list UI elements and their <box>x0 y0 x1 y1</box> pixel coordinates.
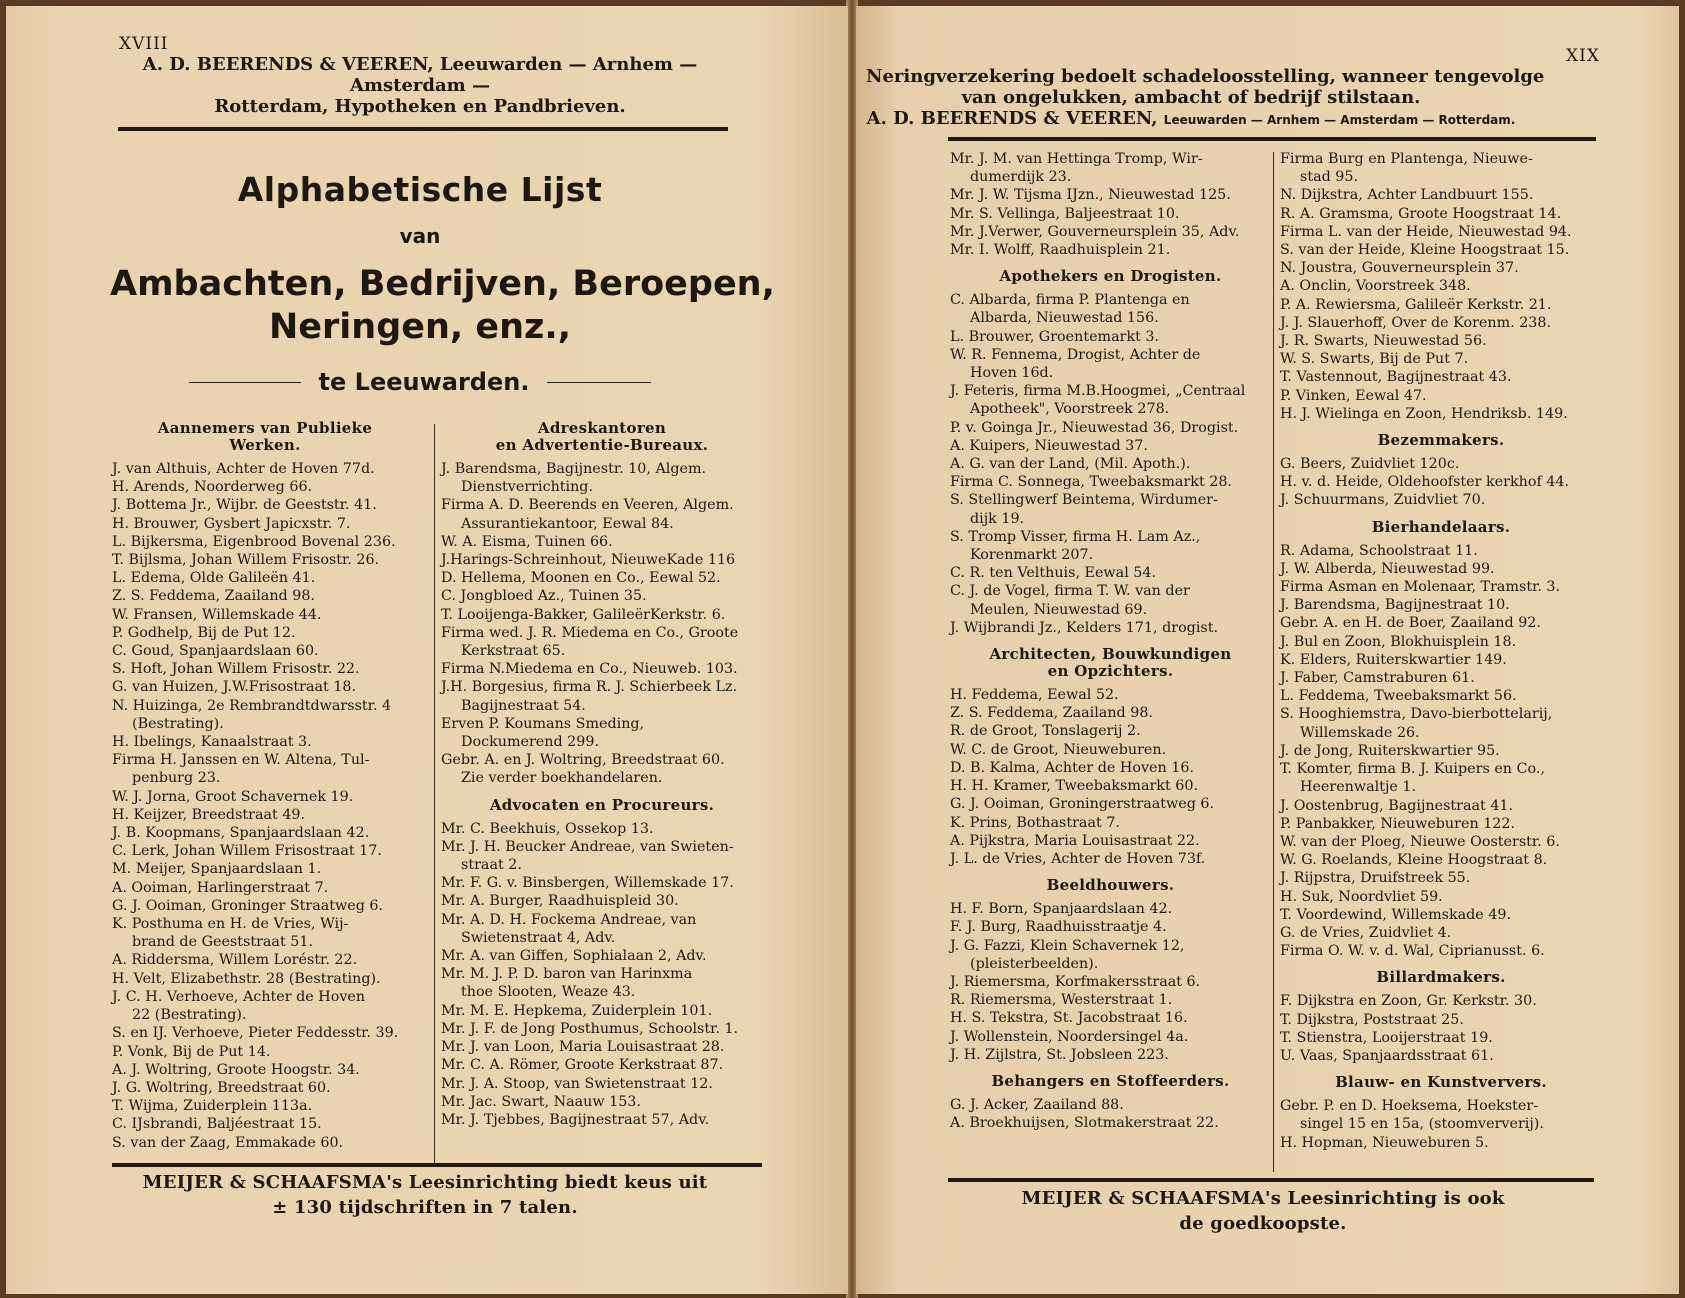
directory-entry: H. Brouwer, Gysbert Japicxstr. 7. <box>112 515 351 532</box>
directory-entry: W. Fransen, Willemskade 44. <box>112 606 322 623</box>
footer-line: ± 130 tijdschriften in 7 talen. <box>272 1197 578 1218</box>
directory-entry: A. J. Woltring, Groote Hoogstr. 34. <box>112 1061 360 1078</box>
header-cities: Leeuwarden — Arnhem — Amsterdam — Rotterdam. <box>1163 113 1516 127</box>
directory-entry: G. Beers, Zuidvliet 120c. <box>1280 456 1460 473</box>
directory-entry: C. R. ten Velthuis, Eewal 54. <box>950 565 1157 582</box>
directory-entry: Mr. J. W. Tijsma IJzn., Nieuwestad 125. <box>950 187 1231 204</box>
directory-entry: Mr. M. J. P. D. baron van Harinxma thoe Slooten, Weaze 43. <box>441 966 693 1001</box>
directory-entry: H. Velt, Elizabethstr. 28 (Bestrating). <box>112 970 381 987</box>
directory-entry: S. en IJ. Verhoeve, Pieter Feddesstr. 39. <box>112 1025 399 1042</box>
directory-entry: K. Prins, Bothastraat 7. <box>950 814 1120 831</box>
page-header <box>110 54 730 117</box>
directory-entry: Mr. C. A. Römer, Groote Kerkstraat 87. <box>441 1057 724 1074</box>
page-number: XVIII <box>119 34 169 54</box>
section-heading: Billardmakers. <box>1376 968 1506 987</box>
directory-entry: F. J. Burg, Raadhuisstraatje 4. <box>950 919 1167 936</box>
title-van: van <box>399 224 441 248</box>
directory-entry: K. Elders, Ruiterskwartier 149. <box>1280 651 1507 668</box>
directory-entry: W. R. Fennema, Drogist, Achter de Hoven 16d. <box>950 346 1201 382</box>
footer-ad <box>110 1170 740 1220</box>
directory-entry: J. J. Slauerhoff, Over de Korenm. 238. <box>1280 314 1552 331</box>
directory-entry: H. Suk, Noordvliet 59. <box>1280 888 1443 905</box>
directory-entry: N. Dijkstra, Achter Landbuurt 155. <box>1280 187 1534 204</box>
directory-entry: J. Schuurmans, Zuidvliet 70. <box>1280 492 1486 509</box>
header-line: A. D. BEERENDS & VEEREN, Leeuwarden — Arnhem — Amsterdam — <box>142 54 698 96</box>
section-heading: Apothekers en Drogisten. <box>999 267 1222 286</box>
place-name: te Leeuwarden. <box>318 368 530 396</box>
directory-entry: J. Rijpstra, Druifstreek 55. <box>1280 870 1471 887</box>
directory-entry: J. van Althuis, Achter de Hoven 77d. <box>112 461 375 477</box>
directory-entry: A. Riddersma, Willem Loréstr. 22. <box>112 952 358 969</box>
directory-entry: T. Komter, firma B. J. Kuipers en Co., Heerenwaltje 1. <box>1280 761 1545 796</box>
column-right-1 <box>950 150 1271 1132</box>
directory-entry: J. W. Alberda, Nieuwestad 99. <box>1280 560 1495 577</box>
directory-entry: G. J. Ooiman, Groningerstraatweg 6. <box>950 796 1215 813</box>
column-left-2 <box>441 420 763 1129</box>
directory-entry: H. J. Wielinga en Zoon, Hendriksb. 149. <box>1280 405 1568 422</box>
section-heading: Beeldhouwers. <box>1046 876 1175 895</box>
list-title: Alphabetische Lijst <box>237 170 603 209</box>
directory-entry: R. Riemersma, Westerstraat 1. <box>950 992 1173 1009</box>
directory-entry: H. Arends, Noorderweg 66. <box>112 479 313 496</box>
directory-entry: J. Riemersma, Korfmakersstraat 6. <box>950 973 1201 990</box>
directory-entry: J. Wijbrandi Jz., Kelders 171, drogist. <box>950 619 1219 636</box>
directory-entry: L. Edema, Olde Galileën 41. <box>112 570 316 587</box>
directory-entry: Gebr. A. en J. Woltring, Breedstraat 60. Zie verder boekhandelaren. <box>441 752 725 787</box>
footer-line: MEIJER & SCHAAFSMA's Leesinrichting biedt keus uit <box>142 1172 708 1193</box>
directory-entry: C. J. de Vogel, firma T. W. van der Meulen, Nieuwestad 69. <box>950 583 1190 618</box>
directory-entry: Mr. A. D. H. Fockema Andreae, van Swietenstraat 4, Adv. <box>441 911 697 946</box>
directory-entry: H. Hopman, Nieuweburen 5. <box>1280 1134 1489 1151</box>
directory-entry: T. Voordewind, Willemskade 49. <box>1280 906 1512 923</box>
directory-entry: Mr. J. Tjebbes, Bagijnestraat 57, Adv. <box>441 1111 710 1128</box>
directory-entry: W. C. de Groot, Nieuweburen. <box>950 741 1167 758</box>
directory-entry: Mr. Jac. Swart, Naauw 153. <box>441 1093 641 1110</box>
page-number: XIX <box>1566 46 1600 66</box>
directory-entry: Mr. A. Burger, Raadhuispleid 30. <box>441 893 679 910</box>
directory-entry: P. v. Goinga Jr., Nieuwestad 36, Drogist. <box>950 419 1239 436</box>
column-divider <box>434 424 435 1164</box>
section-heading: Bezemmakers. <box>1377 431 1505 450</box>
directory-entry: G. de Vries, Zuidvliet 4. <box>1280 924 1452 941</box>
directory-entry: L. Brouwer, Groentemarkt 3. <box>950 328 1160 345</box>
directory-entry: T. Dijkstra, Poststraat 25. <box>1280 1011 1464 1028</box>
directory-entry: J. B. Koopmans, Spanjaardslaan 42. <box>112 825 370 842</box>
directory-entry: Firma O. W. v. d. Wal, Ciprianusst. 6. <box>1280 943 1545 960</box>
directory-entry: Erven P. Koumans Smeding, Dockumerend 299. <box>441 715 645 751</box>
directory-entry: P. A. Rewiersma, Galileër Kerkstr. 21. <box>1280 296 1552 313</box>
directory-entry: J. Oostenbrug, Bagijnestraat 41. <box>1280 797 1514 814</box>
directory-entry: Z. S. Feddema, Zaailand 98. <box>950 705 1153 722</box>
header-line: Rotterdam, Hypotheken en Pandbrieven. <box>214 96 626 117</box>
directory-entry: T. Looijenga-Bakker, GalileërKerkstr. 6. <box>441 606 726 623</box>
page-header <box>866 66 1545 131</box>
directory-entry: M. Meijer, Spanjaardslaan 1. <box>112 861 322 878</box>
column-left-1 <box>112 420 418 1152</box>
directory-entry: H. F. Born, Spanjaardslaan 42. <box>950 901 1173 918</box>
directory-entry: L. Feddema, Tweebaksmarkt 56. <box>1280 688 1517 705</box>
list-subtitle: Ambachten, Bedrijven, Beroepen, <box>110 264 775 304</box>
directory-entry: C. IJsbrandi, Baljéestraat 15. <box>112 1116 322 1133</box>
footer-ad <box>948 1186 1578 1236</box>
header-firm-line <box>866 108 1516 131</box>
directory-entry: Mr. J. M. van Hettinga Tromp, Wir- dumerdijk 23. <box>950 151 1203 186</box>
directory-entry: W. J. Jorna, Groot Schavernek 19. <box>112 788 354 805</box>
directory-entry: Mr. I. Wolff, Raadhuisplein 21. <box>950 242 1171 259</box>
directory-entry: Firma wed. J. R. Miedema en Co., Groote Kerkstraat 65. <box>441 624 739 660</box>
directory-entry: Mr. A. van Giffen, Sophialaan 2, Adv. <box>441 948 707 965</box>
directory-entry: A. Ooiman, Harlingerstraat 7. <box>112 879 329 896</box>
directory-entry: F. Dijkstra en Zoon, Gr. Kerkstr. 30. <box>1280 993 1537 1010</box>
directory-entry: C. Lerk, Johan Willem Frisostraat 17. <box>112 843 382 860</box>
directory-entry: H. Ibelings, Kanaalstraat 3. <box>112 734 312 751</box>
directory-entry: P. Godhelp, Bij de Put 12. <box>112 624 296 641</box>
directory-entry: P. Vonk, Bij de Put 14. <box>112 1043 271 1060</box>
directory-entry: Firma H. Janssen en W. Altena, Tul- penburg 23. <box>112 752 370 787</box>
directory-entry: R. de Groot, Tonslagerij 2. <box>950 723 1141 740</box>
directory-entry: P. Panbakker, Nieuweburen 122. <box>1280 815 1516 832</box>
directory-entry: T. Stienstra, Looijerstraat 19. <box>1280 1029 1493 1046</box>
header-line: Neringverzekering bedoelt schadeloosstelling, wanneer tengevolge <box>866 66 1545 87</box>
directory-entry: H. Feddema, Eewal 52. <box>950 687 1119 704</box>
directory-entry: S. Stellingwerf Beintema, Wirdumer- dijk 19. <box>950 492 1218 527</box>
directory-entry: Z. S. Feddema, Zaailand 98. <box>112 588 315 605</box>
directory-entry: G. van Huizen, J.W.Frisostraat 18. <box>112 679 357 696</box>
directory-entry: W. G. Roelands, Kleine Hoogstraat 8. <box>1280 852 1548 869</box>
directory-entry: J. Wollenstein, Noordersingel 4a. <box>950 1028 1189 1045</box>
directory-entry: S. Hooghiemstra, Davo-bierbottelarij, Willemskade 26. <box>1280 706 1553 741</box>
section-heading: Bierhandelaars. <box>1371 517 1511 536</box>
directory-entry: Mr. M. E. Hepkema, Zuiderplein 101. <box>441 1002 713 1019</box>
directory-entry: Mr. J. van Loon, Maria Louisastraat 28. <box>441 1039 725 1056</box>
directory-entry: T. Bijlsma, Johan Willem Frisostr. 26. <box>112 552 380 569</box>
directory-entry: Gebr. P. en D. Hoeksema, Hoekster- singel 15 en 15a, (stoomververij). <box>1280 1098 1544 1133</box>
directory-entry: Firma C. Sonnega, Tweebaksmarkt 28. <box>950 474 1232 491</box>
directory-entry: K. Posthuma en H. de Vries, Wij- brand de Geeststraat 51. <box>112 916 349 951</box>
header-line: van ongelukken, ambacht of bedrijf stilstaan. <box>961 87 1421 108</box>
directory-entry: G. J. Ooiman, Groninger Straatweg 6. <box>112 897 384 914</box>
section-heading: Behangers en Stoffeerders. <box>991 1071 1230 1090</box>
directory-entry: L. Bijkersma, Eigenbrood Bovenal 236. <box>112 533 396 550</box>
directory-entry: Firma Asman en Molenaar, Tramstr. 3. <box>1280 579 1561 596</box>
directory-entry: S. Hoft, Johan Willem Frisostr. 22. <box>112 661 360 678</box>
directory-entry: G. J. Acker, Zaailand 88. <box>950 1096 1124 1113</box>
directory-entry: H. Keijzer, Breedstraat 49. <box>112 806 306 823</box>
directory-entry: W. S. Swarts, Bij de Put 7. <box>1280 351 1469 368</box>
section-heading: Advocaten en Procureurs. <box>489 795 715 814</box>
directory-entry: A. G. van der Land, (Mil. Apoth.). <box>950 456 1191 473</box>
header-rule <box>118 127 728 131</box>
directory-entry: Mr. F. G. v. Binsbergen, Willemskade 17. <box>441 875 734 892</box>
right-page <box>856 6 1679 1294</box>
directory-entry: T. Wijma, Zuiderplein 113a. <box>112 1098 313 1115</box>
directory-entry: T. Vastennout, Bagijnestraat 43. <box>1280 369 1512 386</box>
directory-entry: Mr. J. H. Beucker Andreae, van Swieten- straat 2. <box>441 838 734 874</box>
footer-line: MEIJER & SCHAAFSMA's Leesinrichting is ook <box>1021 1188 1505 1209</box>
directory-entry: Mr. C. Beekhuis, Ossekop 13. <box>441 820 654 837</box>
directory-entry: W. van der Ploeg, Nieuwe Oosterstr. 6. <box>1280 833 1560 850</box>
directory-entry: Firma L. van der Heide, Nieuwestad 94. <box>1280 223 1572 240</box>
directory-entry: H. S. Tekstra, St. Jacobstraat 16. <box>950 1010 1188 1027</box>
directory-entry: J. Feteris, firma M.B.Hoogmei, „Centraal Apotheek", Voorstreek 278. <box>950 383 1246 418</box>
directory-entry: H. v. d. Heide, Oldehoofster kerkhof 44. <box>1280 474 1570 491</box>
section-heading: Adreskantoren en Advertentie-Bureaux. <box>495 419 709 454</box>
directory-entry: U. Vaas, Spanjaardsstraat 61. <box>1280 1047 1494 1064</box>
directory-entry: N. Huizinga, 2e Rembrandtdwarsstr. 4 (Bestrating). <box>112 697 392 732</box>
footer-line: de goedkoopste. <box>1179 1213 1347 1234</box>
directory-entry: S. Tromp Visser, firma H. Lam Az., Korenmarkt 207. <box>950 528 1201 564</box>
directory-entry: J. Barendsma, Bagijnestraat 10. <box>1280 597 1510 614</box>
directory-entry: Firma Burg en Plantenga, Nieuwe- stad 95. <box>1280 151 1533 186</box>
directory-entry: J. R. Swarts, Nieuwestad 56. <box>1280 333 1487 350</box>
list-subtitle: Neringen, enz., <box>268 307 571 347</box>
directory-entry: Mr. J. A. Stoop, van Swietenstraat 12. <box>441 1075 713 1092</box>
section-heading: Architecten, Bouwkundigen en Opzichters. <box>989 645 1232 681</box>
directory-entry: A. Kuipers, Nieuwestad 37. <box>950 437 1148 454</box>
directory-entry: J. de Jong, Ruiterskwartier 95. <box>1280 742 1500 759</box>
directory-entry: Firma N.Miedema en Co., Nieuweb. 103. <box>441 661 738 678</box>
directory-entry: J. L. de Vries, Achter de Hoven 73f. <box>950 850 1206 867</box>
directory-entry: Mr. J.Verwer, Gouverneursplein 35, Adv. <box>950 223 1240 240</box>
directory-entry: Gebr. A. en H. de Boer, Zaailand 92. <box>1280 615 1541 632</box>
directory-entry: P. Vinken, Eewal 47. <box>1280 387 1427 404</box>
directory-entry: J. C. H. Verhoeve, Achter de Hoven 22 (Bestrating). <box>112 988 366 1024</box>
directory-entry: N. Joustra, Gouverneursplein 37. <box>1280 260 1519 277</box>
header-rule <box>948 137 1596 141</box>
directory-entry: J. Barendsma, Bagijnestr. 10, Algem. Dienstverrichting. <box>441 461 707 496</box>
directory-entry: Firma A. D. Beerends en Veeren, Algem. Assurantiekantoor, Eewal 84. <box>441 497 734 532</box>
left-page <box>6 6 848 1294</box>
directory-entry: J. G. Fazzi, Klein Schavernek 12, (pleisterbeelden). <box>950 937 1185 972</box>
place-line <box>110 368 730 396</box>
directory-entry: R. Adama, Schoolstraat 11. <box>1280 542 1478 559</box>
directory-entry: R. A. Gramsma, Groote Hoogstraat 14. <box>1280 205 1562 222</box>
directory-entry: J. Bottema Jr., Wijbr. de Geeststr. 41. <box>112 497 377 514</box>
directory-entry: C. Albarda, firma P. Plantenga en Albarda, Nieuwestad 156. <box>950 292 1190 327</box>
directory-entry: J.Harings-Schreinhout, NieuweKade 116 <box>441 552 736 569</box>
footer-rule <box>112 1163 762 1167</box>
directory-entry: S. van der Zaag, Emmakade 60. <box>112 1134 344 1151</box>
directory-entry: A. Broekhuijsen, Slotmakerstraat 22. <box>950 1115 1219 1132</box>
directory-entry: J.H. Borgesius, firma R. J. Schierbeek Lz. Bagijnestraat 54. <box>441 679 738 714</box>
directory-entry: H. H. Kramer, Tweebaksmarkt 60. <box>950 778 1198 795</box>
column-divider <box>1273 152 1274 1172</box>
directory-entry: J. Bul en Zoon, Blokhuisplein 18. <box>1280 633 1517 650</box>
directory-entry: A. Onclin, Voorstreek 348. <box>1280 278 1471 295</box>
directory-entry: S. van der Heide, Kleine Hoogstraat 15. <box>1280 242 1570 259</box>
directory-entry: Mr. J. F. de Jong Posthumus, Schoolstr. 1. <box>441 1020 739 1037</box>
directory-entry: C. Jongbloed Az., Tuinen 35. <box>441 588 647 605</box>
directory-entry: A. Pijkstra, Maria Louisastraat 22. <box>950 832 1200 849</box>
directory-entry: C. Goud, Spanjaardslaan 60. <box>112 643 319 660</box>
directory-entry: W. A. Eisma, Tuinen 66. <box>441 533 613 550</box>
column-right-2 <box>1280 150 1602 1152</box>
directory-entry: J. H. Zijlstra, St. Jobsleen 223. <box>950 1046 1169 1063</box>
dash-rule <box>547 382 651 383</box>
directory-entry: J. Faber, Camstraburen 61. <box>1280 670 1475 687</box>
section-heading: Aannemers van Publieke Werken. <box>157 419 373 454</box>
header-firm: A. D. BEERENDS & VEEREN, <box>866 108 1158 129</box>
directory-entry: D. B. Kalma, Achter de Hoven 16. <box>950 759 1194 776</box>
directory-entry: J. G. Woltring, Breedstraat 60. <box>112 1079 331 1096</box>
dash-rule <box>189 382 301 383</box>
directory-entry: D. Hellema, Moonen en Co., Eewal 52. <box>441 570 721 587</box>
directory-entry: Mr. S. Vellinga, Baljeestraat 10. <box>950 205 1180 222</box>
footer-rule <box>948 1178 1594 1182</box>
section-heading: Blauw- en Kunstververs. <box>1335 1073 1547 1092</box>
